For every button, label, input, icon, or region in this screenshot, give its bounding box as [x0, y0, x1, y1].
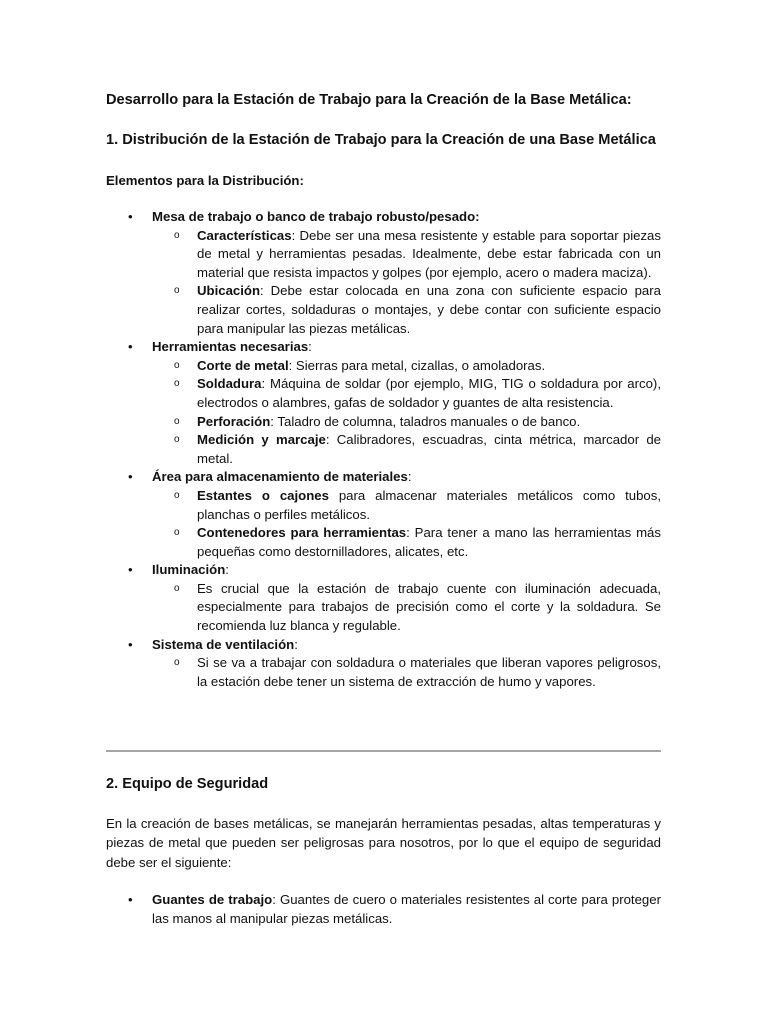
- elements-label: Elementos para la Distribución:: [106, 173, 304, 188]
- item-label: Sistema de ventilación: [152, 636, 295, 652]
- sub-item: o Perforación: Taladro de columna, taladros manuales o de banco.: [152, 413, 661, 432]
- sub-item: o Corte de metal: Sierras para metal, cizallas, o amoladoras.: [152, 357, 661, 376]
- sub-list: [152, 580, 661, 636]
- item-label: Área para almacenamiento de materiales: [152, 469, 408, 485]
- section-divider: [106, 750, 661, 752]
- section1-heading: 1. Distribución de la Estación de Trabajo para la Creación de una Base Metálica: [106, 132, 656, 148]
- list-item: • Guantes de trabajo: Guantes de cuero o materiales resistentes al corte para proteger las manos al manipular piezas metálicas.: [106, 890, 661, 928]
- sub-item: o Contenedores para herramientas: Para tener a mano las herramientas más pequeñas como destornilladores, alicates, etc.: [152, 524, 661, 561]
- section2-paragraph: En la creación de bases metálicas, se manejarán herramientas pesadas, altas temperaturas y piezas de metal que pueden ser peligrosas para nosotros, por lo que el equipo de seguridad debe ser el siguiente:: [106, 816, 661, 870]
- sub-item: o Si se va a trabajar con soldadura o materiales que liberan vapores peligrosos, la estación debe tener un sistema de extracción de humo y vapores.: [152, 654, 661, 691]
- sub-item: o Ubicación: Debe estar colocada en una zona con suficiente espacio para realizar cortes, soldaduras o montajes, y debe contar con suficiente espacio para manipular las piezas metálicas.: [152, 282, 661, 338]
- list-item: • Herramientas necesarias: o Corte de metal: Sierras para metal, cizallas, o amoladoras. o Soldadura: Máquina de soldar (por ejemplo, MIG, TIG o soldadura por arco), electrodos o alambres, gafas de soldador y guantes de alta resistencia. o Perforación: Taladro de columna, taladros manuales o de banco. o Medición y marcaje: Calibradores, escuadras, cinta métrica, marcador de metal.: [106, 338, 661, 468]
- list-item: • Iluminación: o Es crucial que la estación de trabajo cuente con iluminación adecuada, especialmente para trabajos de precisión como el corte y la soldadura. Se recomienda luz blanca y regulable.: [106, 561, 661, 635]
- list-item: [106, 208, 661, 338]
- sub-list: [152, 227, 661, 339]
- item-label: Herramientas necesarias: [152, 339, 309, 355]
- sub-list: [152, 357, 661, 469]
- sub-item: o Es crucial que la estación de trabajo cuente con iluminación adecuada, especialmente para trabajos de precisión como el corte y la soldadura. Se recomienda luz blanca y regulable.: [152, 580, 661, 636]
- list-item: • Área para almacenamiento de materiales: o Estantes o cajones para almacenar materiales metálicos como tubos, planchas o perfiles metálicos. o Contenedores para herramientas: Para tener a mano las herramientas más pequeñas como destornilladores, alicates, etc.: [106, 468, 661, 561]
- sub-item: o Estantes o cajones para almacenar materiales metálicos como tubos, planchas o perfiles metálicos.: [152, 487, 661, 524]
- sub-item: o Características: Debe ser una mesa resistente y estable para soportar piezas de metal y herramientas pesadas. Idealmente, debe estar fabricada con un material que resista impactos y golpes (por ejemplo, acero o madera maciza).: [152, 227, 661, 283]
- document-title: Desarrollo para la Estación de Trabajo para la Creación de la Base Metálica:: [106, 92, 632, 108]
- list-item: • Sistema de ventilación: o Si se va a trabajar con soldadura o materiales que liberan vapores peligrosos, la estación debe tener un sistema de extracción de humo y vapores.: [106, 636, 661, 692]
- item-label: Iluminación: [152, 562, 226, 578]
- sub-list: [152, 654, 661, 691]
- distribution-list: [106, 208, 661, 691]
- section2-heading: 2. Equipo de Seguridad: [106, 776, 269, 792]
- sub-item: o Medición y marcaje: Calibradores, escuadras, cinta métrica, marcador de metal.: [152, 431, 661, 468]
- sub-item: o Soldadura: Máquina de soldar (por ejemplo, MIG, TIG o soldadura por arco), electrodos o alambres, gafas de soldador y guantes de alta resistencia.: [152, 375, 661, 412]
- item-label: Mesa de trabajo o banco de trabajo robusto/pesado:: [152, 209, 480, 224]
- sub-list: [152, 487, 661, 561]
- safety-list: [106, 890, 661, 928]
